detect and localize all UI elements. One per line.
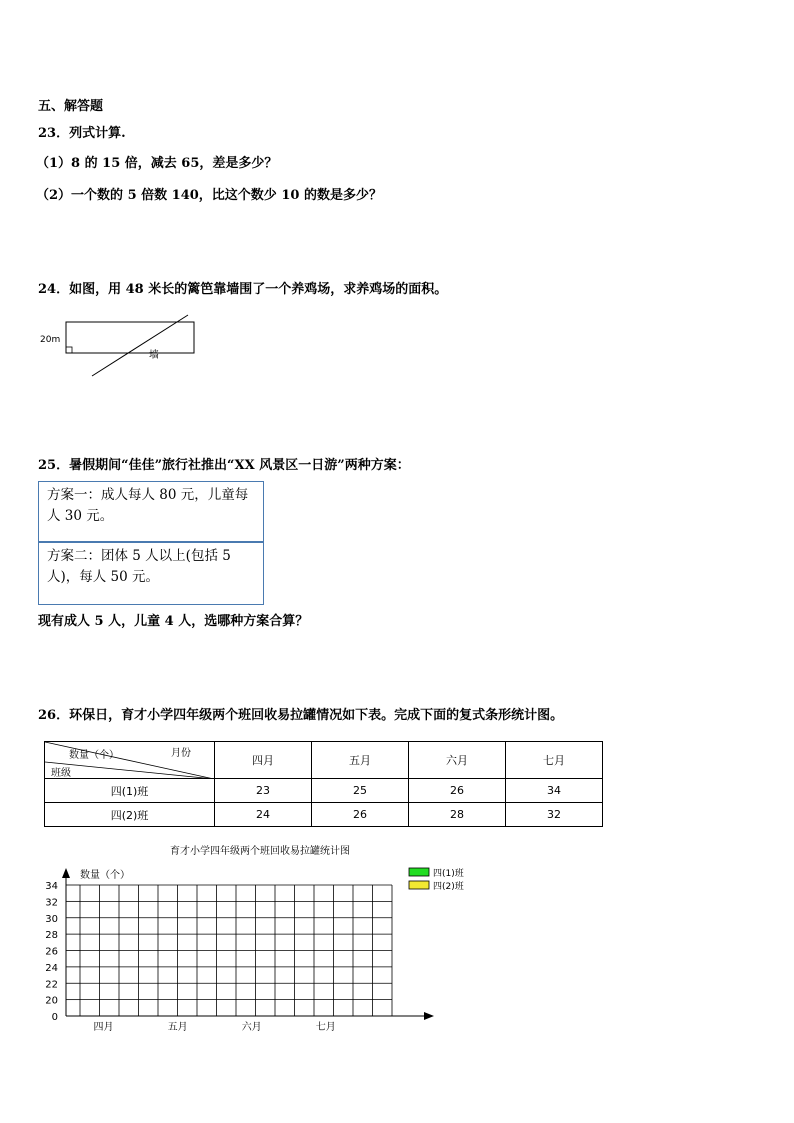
table-cell: 26 bbox=[312, 803, 409, 827]
table-cell: 23 bbox=[215, 779, 312, 803]
table-cell: 24 bbox=[215, 803, 312, 827]
y-tick-label: 30 bbox=[45, 913, 58, 925]
table-cell: 25 bbox=[312, 779, 409, 803]
y-tick-label: 20 bbox=[45, 995, 58, 1007]
class-name: 四(2)班 bbox=[45, 803, 215, 827]
q23-part2: （2）一个数的 5 倍数 140，比这个数少 10 的数是多少？ bbox=[36, 188, 382, 203]
table-row bbox=[45, 779, 603, 803]
y-tick-label: 24 bbox=[45, 962, 58, 974]
header-month-label: 月份 bbox=[171, 748, 191, 759]
q25-title: 25．暑假期间“佳佳”旅行社推出“XX 风景区一日游”两种方案： bbox=[38, 458, 410, 473]
month-header: 七月 bbox=[506, 742, 603, 779]
table-row bbox=[45, 803, 603, 827]
legend-swatch bbox=[409, 881, 429, 889]
plan-two-text: 方案二：团体 5 人以上(包括 5 人)，每人 50 元。 bbox=[47, 548, 231, 585]
x-tick-label: 五月 bbox=[167, 1022, 188, 1033]
y-tick-label: 22 bbox=[45, 979, 58, 991]
recycling-table bbox=[44, 741, 603, 827]
x-tick-label: 四月 bbox=[93, 1022, 114, 1033]
legend-label: 四(2)班 bbox=[433, 882, 464, 892]
table-cell: 26 bbox=[409, 779, 506, 803]
q23-title: 23．列式计算. bbox=[38, 126, 126, 141]
y-tick-label: 32 bbox=[45, 897, 58, 909]
y-axis-arrow bbox=[62, 868, 70, 878]
right-angle-mark bbox=[66, 347, 72, 353]
y-axis-label: 数量（个） bbox=[80, 870, 130, 881]
table-cell: 28 bbox=[409, 803, 506, 827]
q25-question: 现有成人 5 人，儿童 4 人，选哪种方案合算？ bbox=[38, 614, 309, 629]
month-header: 五月 bbox=[312, 742, 409, 779]
y-tick-label: 0 bbox=[51, 1012, 58, 1023]
plan-one-text: 方案一：成人每人 80 元，儿童每人 30 元。 bbox=[47, 487, 249, 524]
wall-label: 墙 bbox=[149, 350, 159, 361]
chicken-yard-rect bbox=[66, 322, 194, 353]
wall-line bbox=[92, 315, 188, 376]
x-tick-label: 七月 bbox=[315, 1022, 336, 1033]
month-header: 六月 bbox=[409, 742, 506, 779]
table-cell: 32 bbox=[506, 803, 603, 827]
x-tick-label: 六月 bbox=[241, 1022, 262, 1033]
plan-two-box bbox=[38, 542, 264, 605]
header-qty-label: 数量（个） bbox=[69, 750, 119, 761]
class-name: 四(1)班 bbox=[45, 779, 215, 803]
q26-title: 26．环保日，育才小学四年级两个班回收易拉罐情况如下表。完成下面的复式条形统计图。 bbox=[38, 708, 564, 723]
side-length-label: 20m bbox=[40, 335, 61, 345]
y-tick-label: 34 bbox=[45, 881, 58, 892]
month-header: 四月 bbox=[215, 742, 312, 779]
legend-label: 四(1)班 bbox=[433, 869, 464, 879]
x-axis-arrow bbox=[424, 1012, 434, 1020]
plan-one-box bbox=[38, 481, 264, 542]
chart-title: 育才小学四年级两个班回收易拉罐统计图 bbox=[170, 846, 350, 857]
y-tick-label: 26 bbox=[45, 946, 58, 958]
table-header-corner bbox=[45, 742, 215, 779]
q23-part1: （1）8 的 15 倍，减去 65，差是多少？ bbox=[36, 156, 278, 171]
legend-swatch bbox=[409, 868, 429, 876]
y-tick-label: 28 bbox=[45, 930, 58, 942]
header-class-label: 班级 bbox=[51, 768, 71, 779]
section-title: 五、解答题 bbox=[38, 99, 104, 114]
q24-diagram bbox=[30, 310, 200, 382]
bar-chart bbox=[30, 840, 490, 1040]
q24-title: 24．如图，用 48 米长的篱笆靠墙围了一个养鸡场，求养鸡场的面积。 bbox=[38, 282, 448, 297]
table-cell: 34 bbox=[506, 779, 603, 803]
